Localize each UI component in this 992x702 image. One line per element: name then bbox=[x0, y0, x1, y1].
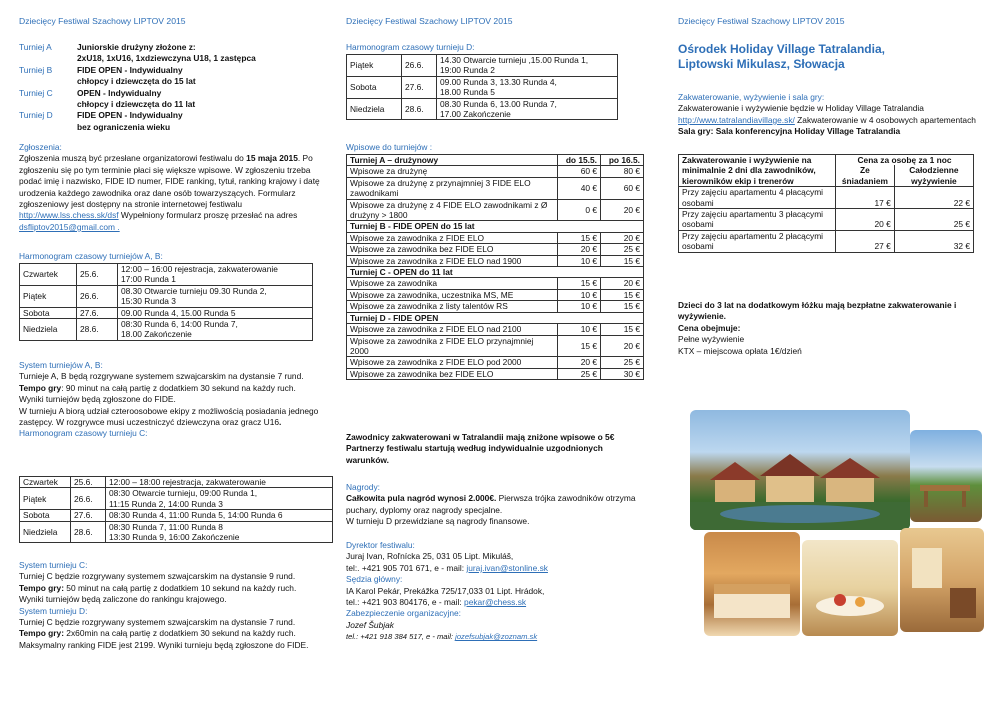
fee-early: 0 € bbox=[558, 199, 601, 221]
fees-row bbox=[347, 289, 644, 300]
fees-table bbox=[346, 154, 644, 380]
fee-late: 20 € bbox=[601, 199, 644, 221]
fee-label: Wpisowe za zawodnika z FIDE ELO nad 1900 bbox=[347, 255, 558, 266]
fees-header-label: Turniej A – drużynowy bbox=[347, 155, 558, 166]
registration-title: Zgłoszenia: bbox=[19, 142, 62, 152]
system-c-text-2: 50 minut na całą partię z dodatkiem 10 sekund na każdy ruch. Wyniki turniejów będą zaliczone do rankingu krajowego. bbox=[19, 582, 297, 605]
schedule-events bbox=[118, 285, 313, 307]
terrace-photo bbox=[910, 430, 982, 522]
schedule-events bbox=[437, 76, 618, 98]
tournament-desc: 2xU18, 1xU16, 1xdziewczyna U18, 1 zastępca bbox=[77, 53, 256, 64]
fees-row bbox=[347, 166, 644, 177]
playing-hall: Sala gry: Sala konferencyjna Holiday Village Tatralandia bbox=[678, 126, 901, 137]
registration-text-1: Zgłoszenia muszą być przesłane organizatorowi festiwalu do bbox=[19, 153, 247, 164]
fee-late: 15 € bbox=[601, 255, 644, 266]
fees-row bbox=[347, 177, 644, 199]
prices-column-header: Całodzienne wyżywienie bbox=[894, 165, 973, 186]
registration-section bbox=[19, 142, 321, 233]
schedule-c-table bbox=[19, 476, 333, 543]
system-c-tempo-label: Tempo gry: bbox=[19, 582, 64, 593]
tournament-row bbox=[19, 88, 256, 99]
fee-early: 40 € bbox=[558, 177, 601, 199]
schedule-date: 28.6. bbox=[77, 319, 118, 341]
schedule-event-line: 17.00 Zakończenie bbox=[440, 109, 511, 120]
tournament-label: Turniej C bbox=[19, 87, 53, 98]
tournament-label bbox=[19, 53, 77, 64]
fees-row bbox=[347, 199, 644, 221]
fees-notes bbox=[346, 432, 644, 466]
schedule-day: Niedziela bbox=[20, 319, 77, 341]
fee-label: Wpisowe za zawodnika z FIDE ELO pod 2000 bbox=[347, 357, 558, 368]
fees-row bbox=[347, 368, 644, 379]
prizes-section bbox=[346, 482, 644, 528]
schedule-c-title: Harmonogram czasowy turnieju C: bbox=[19, 428, 148, 439]
director-title: Dyrektor festiwalu: bbox=[346, 540, 415, 550]
interior-image bbox=[900, 528, 984, 632]
schedule-row bbox=[20, 264, 313, 286]
schedule-date: 25.6. bbox=[71, 477, 106, 488]
schedule-ab-table bbox=[19, 263, 313, 341]
schedule-day: Sobota bbox=[20, 307, 77, 318]
prizes-total: Całkowita pula nagród wynosi 2.000€. bbox=[346, 493, 497, 504]
fee-label: Wpisowe za drużynę z 4 FIDE ELO zawodnikami z Ø drużyny > 1800 bbox=[347, 199, 558, 221]
bedroom-photo bbox=[704, 532, 800, 636]
schedule-events bbox=[437, 98, 618, 120]
price-fullboard: 22 € bbox=[894, 187, 973, 209]
fee-early: 10 € bbox=[558, 301, 601, 312]
column-3 bbox=[678, 0, 976, 702]
fee-label: Wpisowe za zawodnika z FIDE ELO przynajmniej 2000 bbox=[347, 335, 558, 357]
schedule-event-line: 08.30 Runda 6, 13.00 Runda 7, bbox=[440, 98, 557, 109]
fee-early: 15 € bbox=[558, 335, 601, 357]
schedule-day: Czwartek bbox=[20, 264, 77, 286]
schedule-event-line: 17:00 Runda 1 bbox=[121, 274, 176, 285]
system-d-text-2: 2x60min na całą partię z dodatkiem 30 sekund na każdy ruch. Maksymalny ranking FIDE jest 2199. Wyniki turnieju będą zgłoszone do FIDE. bbox=[19, 628, 309, 650]
schedule-date: 26.6. bbox=[402, 55, 437, 77]
fee-late: 30 € bbox=[601, 368, 644, 379]
system-ab-tempo-label: Tempo gry bbox=[19, 382, 62, 393]
schedule-date: 25.6. bbox=[77, 264, 118, 286]
schedule-events bbox=[106, 488, 333, 510]
accommodation-section bbox=[678, 92, 976, 138]
fees-row bbox=[347, 301, 644, 312]
fee-label: Wpisowe za drużynę bbox=[347, 166, 558, 177]
schedule-row bbox=[20, 488, 333, 510]
prices-row bbox=[679, 209, 974, 231]
fee-late: 15 € bbox=[601, 301, 644, 312]
schedule-event-line: 12:00 – 16:00 rejestracja, zakwaterowanie bbox=[121, 264, 278, 274]
fees-note-1: Zawodnicy zakwaterowani w Tatralandii mają zniżone wpisowe o 5€ bbox=[346, 432, 615, 442]
fees-section-title: Turniej C - OPEN do 11 lat bbox=[347, 267, 644, 278]
schedule-event-line: 14.30 Otwarcie turnieju ,15.00 Runda 1, bbox=[440, 55, 589, 65]
tournament-row bbox=[19, 122, 256, 133]
fees-section-row bbox=[347, 312, 644, 323]
tournament-desc: OPEN - Indywidualny bbox=[77, 87, 162, 98]
schedule-day: Sobota bbox=[347, 76, 402, 98]
fees-row bbox=[347, 324, 644, 335]
terrace-image bbox=[910, 430, 982, 522]
fee-late: 60 € bbox=[601, 177, 644, 199]
price-fullboard: 32 € bbox=[894, 230, 973, 252]
fee-label: Wpisowe za zawodnika bbox=[347, 278, 558, 289]
tournament-desc: Juniorskie drużyny złożone z: bbox=[77, 42, 196, 52]
fees-header-row bbox=[347, 155, 644, 166]
includes-item-2: KTX – miejscowa opłata 1€/dzień bbox=[678, 345, 802, 356]
schedule-day: Sobota bbox=[20, 510, 71, 521]
schedule-ab-title: Harmonogram czasowy turniejów A, B: bbox=[19, 251, 163, 261]
venue-title bbox=[678, 42, 885, 72]
schedule-date: 28.6. bbox=[402, 98, 437, 120]
interior-photo bbox=[900, 528, 984, 632]
fees-header-period: do 15.5. bbox=[558, 155, 601, 166]
prizes-text-1: Pierwsza trójka zawodników otrzyma puchary, dyplomy oraz nagrody specjalne. bbox=[346, 493, 636, 515]
tournament-label bbox=[19, 122, 77, 133]
system-c-text-1: Turniej C będzie rozgrywany systemem szwajcarskim na dystansie 9 rund. bbox=[19, 571, 296, 582]
fees-row bbox=[347, 232, 644, 243]
prices-header-title: Cena za osobę za 1 noc bbox=[836, 155, 974, 166]
schedule-event-line: 11:15 Runda 2, 14:00 Runda 3 bbox=[109, 498, 223, 509]
fees-row bbox=[347, 278, 644, 289]
system-d-text-1: Turniej C będzie rozgrywany systemem szwajcarskim na dystansie 7 rund. bbox=[19, 617, 296, 628]
director-phone: tel:. +421 905 701 671, e - mail: bbox=[346, 562, 467, 573]
system-ab-section bbox=[19, 360, 319, 440]
org-email-link[interactable]: jozefsubjak@zoznam.sk bbox=[455, 632, 538, 642]
schedule-date: 27.6. bbox=[71, 510, 106, 521]
tournament-desc: chłopcy i dziewczęta do 11 lat bbox=[77, 99, 196, 110]
fees-title: Wpisowe do turniejów : bbox=[346, 142, 433, 152]
schedule-date: 26.6. bbox=[77, 285, 118, 307]
prices-row bbox=[679, 187, 974, 209]
fees-section-title: Turniej D - FIDE OPEN bbox=[347, 312, 644, 323]
schedule-events bbox=[437, 55, 618, 77]
tournament-row bbox=[19, 53, 256, 64]
schedule-day: Niedziela bbox=[347, 98, 402, 120]
schedule-event-line: 13:30 Runda 9, 16:00 Zakończenie bbox=[109, 532, 240, 543]
header-title-2: Dziecięcy Festiwal Szachowy LIPTOV 2015 bbox=[346, 16, 513, 26]
venue-line-1: Ośrodek Holiday Village Tatralandia, bbox=[678, 42, 885, 56]
schedule-event-line: 18.00 Zakończenie bbox=[121, 329, 192, 340]
schedule-events bbox=[106, 510, 333, 521]
tournament-label bbox=[19, 99, 77, 110]
tournament-list bbox=[19, 42, 319, 133]
accommodation-title: Zakwaterowanie, wyżywienie i sala gry: bbox=[678, 92, 825, 102]
tournament-desc: FIDE OPEN - Indywidualny bbox=[77, 110, 183, 121]
schedule-events bbox=[118, 307, 313, 318]
fee-late: 80 € bbox=[601, 166, 644, 177]
schedule-row bbox=[347, 55, 618, 77]
prices-row bbox=[679, 230, 974, 252]
price-fullboard: 25 € bbox=[894, 209, 973, 231]
fee-late: 20 € bbox=[601, 232, 644, 243]
system-ab-text-3-end: . bbox=[279, 417, 282, 428]
tournament-row bbox=[19, 99, 256, 110]
tournament-label: Turniej B bbox=[19, 64, 53, 75]
registration-email-link[interactable]: dsfliptov2015@gmail.com . bbox=[19, 221, 120, 232]
schedule-day: Piątek bbox=[20, 285, 77, 307]
price-label: Przy zajęciu apartamentu 2 płacącymi osobami bbox=[679, 230, 836, 252]
fee-early: 10 € bbox=[558, 324, 601, 335]
schedule-day: Niedziela bbox=[20, 521, 71, 543]
prices-column-header: Ze śniadaniem bbox=[836, 165, 895, 186]
judge-email-link[interactable]: pekar@chess.sk bbox=[464, 597, 527, 608]
judge-address: IA Karol Pekár, Prekážka 725/17,033 01 Lipt. Hrádok, bbox=[346, 585, 545, 596]
price-includes-title: Cena obejmuje: bbox=[678, 322, 741, 333]
schedule-date: 26.6. bbox=[71, 488, 106, 510]
prices-header-row bbox=[679, 155, 974, 166]
tournament-row bbox=[19, 65, 256, 76]
registration-deadline: 15 maja 2015 bbox=[246, 153, 298, 164]
bedroom-image bbox=[704, 532, 800, 636]
schedule-event-line: 09.00 Runda 3, 13.30 Runda 4, bbox=[440, 76, 557, 87]
schedule-event-line: 08:30 Runda 7, 11:00 Runda 8 bbox=[109, 521, 223, 532]
fees-row bbox=[347, 335, 644, 357]
fees-section-row bbox=[347, 267, 644, 278]
venue-website-link[interactable]: http://www.tatralandiavillage.sk/ bbox=[678, 114, 795, 125]
judge-phone: tel.: +421 903 804176, e - mail: bbox=[346, 597, 465, 608]
system-d-tempo-label: Tempo gry: bbox=[19, 628, 64, 639]
price-label: Przy zajęciu apartamentu 4 płacącymi osobami bbox=[679, 187, 836, 209]
schedule-event-line: 08.30 Otwarcie turnieju 09.30 Runda 2, bbox=[121, 285, 267, 296]
schedule-row bbox=[347, 98, 618, 120]
fee-early: 10 € bbox=[558, 289, 601, 300]
tournament-desc: FIDE OPEN - Indywidualny bbox=[77, 64, 183, 75]
schedule-event-line: 15:30 Runda 3 bbox=[121, 296, 176, 307]
system-ab-text-3: W turnieju A biorą udział czteroosobowe ekipy z możliwością posiadania jednego zastępcy. W rozgrywce musi uczestniczyć dziewczyna oraz gracz U16 bbox=[19, 405, 319, 428]
includes-item-1: Pełne wyżywienie bbox=[678, 334, 745, 345]
fees-row bbox=[347, 357, 644, 368]
org-phone: tel.: +421 918 384 517, e - mail: bbox=[346, 632, 456, 642]
system-d-title: System turnieju D: bbox=[19, 605, 88, 616]
system-ab-text-2: : 90 minut na całą partię z dodatkiem 30 sekund na każdy ruch. Wyniki turniejów będą zgłoszone do FIDE. bbox=[19, 382, 296, 405]
fee-early: 25 € bbox=[558, 368, 601, 379]
schedule-events bbox=[106, 477, 333, 488]
schedule-date: 28.6. bbox=[71, 521, 106, 543]
prizes-text-2: W turnieju D przewidziane są nagrody finansowe. bbox=[346, 516, 530, 527]
director-email-link[interactable]: juraj.ivan@stonline.sk bbox=[466, 562, 548, 573]
dining-image bbox=[802, 540, 898, 636]
schedule-row bbox=[20, 307, 313, 318]
registration-text-3: Wypełniony formularz proszę przesłać na adres bbox=[118, 210, 298, 221]
schedule-day: Piątek bbox=[20, 488, 71, 510]
registration-text-2: . Po zgłoszeniu się po tym terminie płaci się większe wpisowe. W zgłoszeniu trzeba podać imię i nazwisko, FIDE ID numer, FIDE ranking, tytuł, ranking krajowy i datę urodzenia każdego zawodnika oraz dane osób towarzyszących. Formularz zgłoszeniowy jest dostępny na stronie internetowej festiwalu bbox=[19, 153, 320, 210]
column-2 bbox=[346, 0, 644, 702]
accommodation-text-1: Zakwaterowanie i wyżywienie będzie w Holiday Village Tatralandia bbox=[678, 103, 924, 114]
tournament-row bbox=[19, 76, 256, 87]
system-ab-text-1: Turnieje A, B będą rozgrywane systemem szwajcarskim na dystansie 7 rund. bbox=[19, 371, 304, 382]
schedule-row bbox=[20, 521, 333, 543]
kids-note: Dzieci do 3 lat na dodatkowym łóżku mają bezpłatne zakwaterowanie i wyżywienie. bbox=[678, 300, 957, 322]
column-1 bbox=[19, 0, 321, 702]
prices-table bbox=[678, 154, 974, 253]
system-ab-title: System turniejów A, B: bbox=[19, 360, 103, 370]
fee-late: 20 € bbox=[601, 278, 644, 289]
fee-early: 10 € bbox=[558, 255, 601, 266]
schedule-event-line: 09.00 Runda 4, 15.00 Runda 5 bbox=[121, 307, 236, 318]
tournament-label bbox=[19, 76, 77, 87]
schedule-d-table bbox=[346, 54, 618, 120]
village-houses-image bbox=[690, 410, 910, 530]
prices-header-label: Zakwaterowanie i wyżywienie na minimalnie 2 dni dla zawodników, kierowników ekip i trenerów bbox=[679, 155, 836, 187]
fee-label: Wpisowe za zawodnika z FIDE ELO bbox=[347, 232, 558, 243]
schedule-row bbox=[20, 477, 333, 488]
price-label: Przy zajęciu apartamentu 3 płacącymi osobami bbox=[679, 209, 836, 231]
fee-early: 20 € bbox=[558, 357, 601, 368]
fee-early: 60 € bbox=[558, 166, 601, 177]
fee-early: 15 € bbox=[558, 232, 601, 243]
tournament-desc: chłopcy i dziewczęta do 15 lat bbox=[77, 76, 196, 87]
schedule-d-title: Harmonogram czasowy turnieju D: bbox=[346, 42, 475, 52]
tournament-desc: bez ograniczenia wieku bbox=[77, 121, 171, 132]
fee-early: 20 € bbox=[558, 244, 601, 255]
fees-row bbox=[347, 244, 644, 255]
org-name: Jozef Šubjak bbox=[346, 619, 394, 630]
org-title: Zabezpieczenie organizacyjne: bbox=[346, 608, 461, 619]
prizes-title: Nagrody: bbox=[346, 482, 380, 492]
schedule-date: 27.6. bbox=[402, 76, 437, 98]
fee-label: Wpisowe za zawodnika, uczestnika MS, ME bbox=[347, 289, 558, 300]
schedule-events bbox=[106, 521, 333, 543]
fees-note-2: Partnerzy festiwalu startują według indywidualnie uzgodnionych warunków. bbox=[346, 443, 603, 465]
price-breakfast: 20 € bbox=[836, 209, 895, 231]
fee-late: 25 € bbox=[601, 357, 644, 368]
fee-label: Wpisowe za zawodnika z FIDE ELO nad 2100 bbox=[347, 324, 558, 335]
accommodation-text-2: Zakwaterowanie w 4 osobowych apartementach bbox=[794, 114, 976, 125]
schedule-row bbox=[347, 76, 618, 98]
fees-section-title: Turniej B - FIDE OPEN do 15 lat bbox=[347, 221, 644, 232]
village-photo bbox=[690, 410, 910, 530]
contacts-section bbox=[346, 540, 644, 643]
price-breakfast: 17 € bbox=[836, 187, 895, 209]
fee-late: 15 € bbox=[601, 324, 644, 335]
fee-late: 15 € bbox=[601, 289, 644, 300]
fee-late: 25 € bbox=[601, 244, 644, 255]
price-notes bbox=[678, 300, 976, 357]
fee-early: 15 € bbox=[558, 278, 601, 289]
schedule-day: Piątek bbox=[347, 55, 402, 77]
schedule-row bbox=[20, 285, 313, 307]
director-address: Juraj Ivan, Roľnícka 25, 031 05 Lipt. Mikuláš, bbox=[346, 551, 514, 562]
fee-label: Wpisowe za zawodnika z listy talentów RS bbox=[347, 301, 558, 312]
system-c-d-section bbox=[19, 560, 319, 651]
tournament-row bbox=[19, 42, 256, 53]
schedule-event-line: 12:00 – 18:00 rejestracja, zakwaterowanie bbox=[109, 477, 266, 487]
price-breakfast: 27 € bbox=[836, 230, 895, 252]
fees-row bbox=[347, 255, 644, 266]
fee-late: 20 € bbox=[601, 335, 644, 357]
judge-title: Sędzia główny: bbox=[346, 574, 403, 585]
schedule-events bbox=[118, 264, 313, 286]
schedule-row bbox=[20, 319, 313, 341]
fee-label: Wpisowe za drużynę z przynajmniej 3 FIDE ELO zawodnikami bbox=[347, 177, 558, 199]
fee-label: Wpisowe za zawodnika bez FIDE ELO bbox=[347, 244, 558, 255]
fee-label: Wpisowe za zawodnika bez FIDE ELO bbox=[347, 368, 558, 379]
schedule-event-line: 19:00 Runda 2 bbox=[440, 65, 495, 76]
schedule-event-line: 08:30 Runda 4, 11:00 Runda 5, 14:00 Runda 6 bbox=[109, 510, 283, 521]
fees-section-row bbox=[347, 221, 644, 232]
tournament-row bbox=[19, 110, 256, 121]
schedule-event-line: 08:30 Runda 6, 14:00 Runda 7, bbox=[121, 319, 238, 330]
dining-photo bbox=[802, 540, 898, 636]
system-c-title: System turnieju C: bbox=[19, 560, 88, 570]
schedule-date: 27.6. bbox=[77, 307, 118, 318]
fees-header-period: po 16.5. bbox=[601, 155, 644, 166]
schedule-row bbox=[20, 510, 333, 521]
venue-line-2: Liptowski Mikulasz, Słowacja bbox=[678, 57, 845, 71]
tournament-label: Turniej D bbox=[19, 110, 53, 121]
tournament-table bbox=[19, 42, 256, 133]
schedule-event-line: 18.00 Runda 5 bbox=[440, 87, 495, 98]
schedule-events bbox=[118, 319, 313, 341]
header-title: Dziecięcy Festiwal Szachowy LIPTOV 2015 bbox=[19, 16, 186, 26]
festival-website-link[interactable]: http://www.lss.chess.sk/dsf bbox=[19, 210, 119, 221]
schedule-day: Czwartek bbox=[20, 477, 71, 488]
header-title-3: Dziecięcy Festiwal Szachowy LIPTOV 2015 bbox=[678, 16, 845, 26]
schedule-event-line: 08:30 Otwarcie turnieju, 09:00 Runda 1, bbox=[109, 488, 258, 499]
tournament-label: Turniej A bbox=[19, 42, 52, 52]
